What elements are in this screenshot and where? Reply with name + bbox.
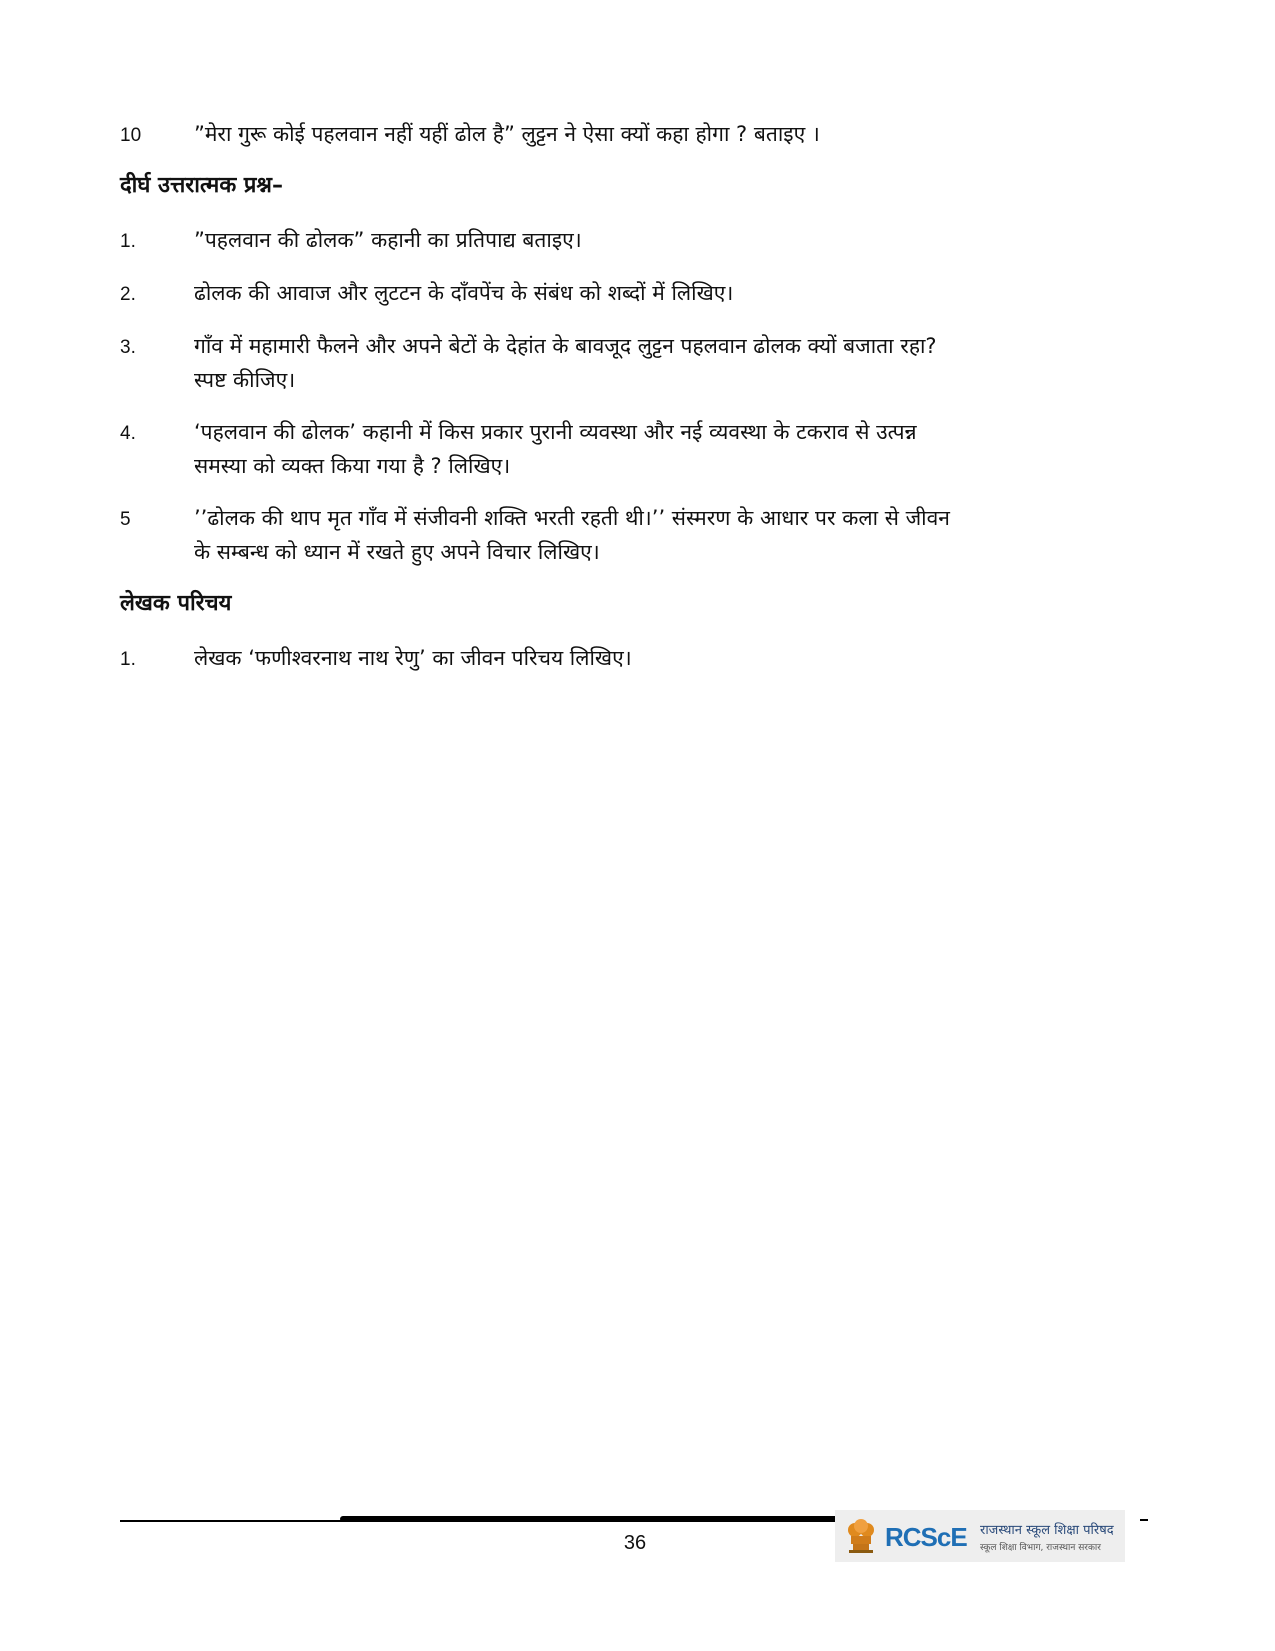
page-number: 36 xyxy=(623,1532,647,1554)
question-number: 1. xyxy=(120,231,136,252)
question-text: ”मेरा गुरू कोई पहलवान नहीं यहीं ढोल है” लुट्टन ने ऐसा क्यों कहा होगा ? बताइए । xyxy=(194,122,820,146)
question-text-line-1: गाँव में महामारी फैलने और अपने बेटों के देहांत के बावजूद लुट्टन पहलवान ढोलक क्यों बजाता रहा? xyxy=(194,334,937,358)
question-number: 2. xyxy=(120,284,136,305)
question-number: 4. xyxy=(120,423,136,444)
question-text-line-2: के सम्बन्ध को ध्यान में रखते हुए अपने विचार लिखिए। xyxy=(194,540,600,564)
question-text-line-2: स्पष्ट कीजिए। xyxy=(194,368,296,392)
section-heading-long-answer: दीर्घ उत्तरात्मक प्रश्न– xyxy=(120,173,283,198)
question-text: लेखक ‘फणीश्वरनाथ नाथ रेणु’ का जीवन परिचय लिखिए। xyxy=(194,646,632,670)
logo-org-name: राजस्थान स्कूल शिक्षा परिषद xyxy=(980,1523,1114,1538)
logo-wordmark: RCScE xyxy=(885,1522,967,1552)
question-text-line-2: समस्या को व्यक्त किया गया है ? लिखिए। xyxy=(194,454,511,478)
question-text-line-1: ’’ढोलक की थाप मृत गाँव में संजीवनी शक्ति भरती रहती थी।’’ संस्मरण के आधार पर कला से जीवन xyxy=(194,506,950,530)
question-number: 5 xyxy=(120,509,131,530)
footer-rule-thick xyxy=(340,1516,840,1522)
logo-org-subtitle: स्कूल शिक्षा विभाग, राजस्थान सरकार xyxy=(980,1543,1101,1553)
question-number: 1. xyxy=(120,649,136,670)
question-text: ”पहलवान की ढोलक” कहानी का प्रतिपाद्य बताइए। xyxy=(194,228,582,252)
section-heading-author-intro: लेखक परिचय xyxy=(120,591,232,616)
footer-dash xyxy=(1140,1519,1148,1521)
question-number: 3. xyxy=(120,337,136,358)
question-number: 10 xyxy=(120,125,142,146)
question-text: ढोलक की आवाज और लुटटन के दाँवपेंच के संबंध को शब्दों में लिखिए। xyxy=(194,281,734,305)
rcsce-logo xyxy=(835,1510,1125,1562)
question-text-line-1: ‘पहलवान की ढोलक’ कहानी में किस प्रकार पुरानी व्यवस्था और नई व्यवस्था के टकराव से उत्पन्न xyxy=(194,420,917,444)
state-emblem-icon xyxy=(843,1514,879,1558)
